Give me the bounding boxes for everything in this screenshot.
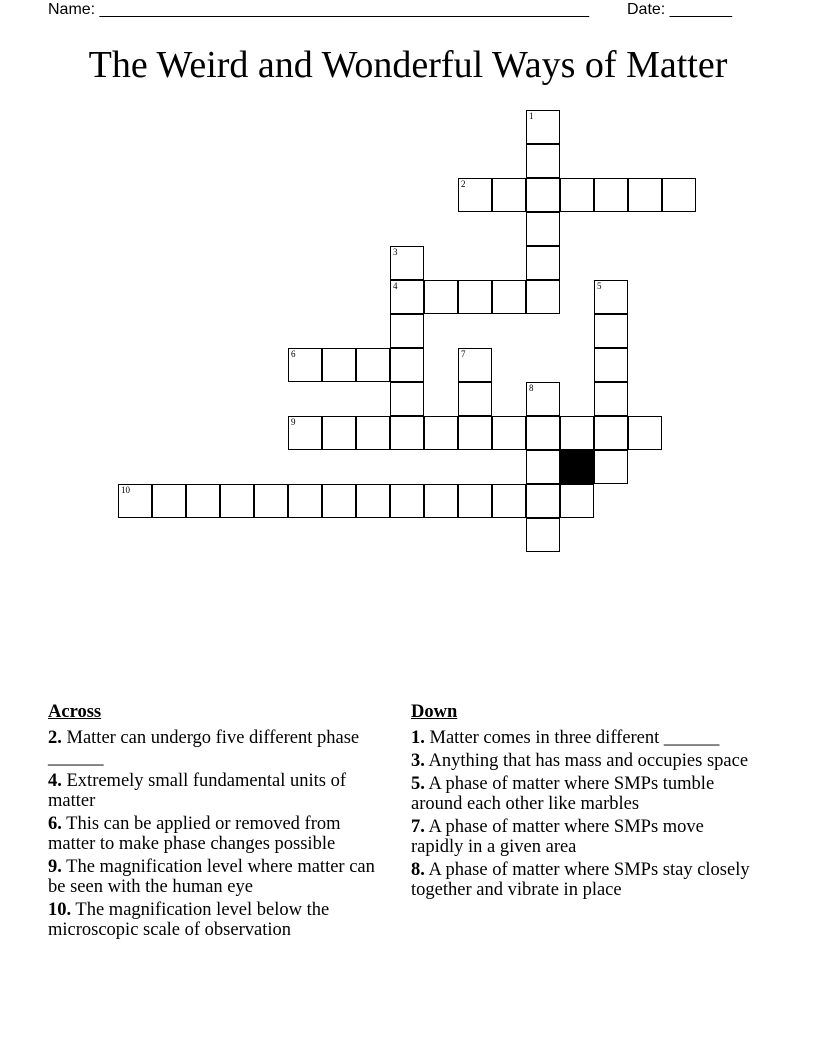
grid-cell[interactable]: [526, 246, 560, 280]
grid-cell[interactable]: [424, 484, 458, 518]
grid-cell[interactable]: [492, 416, 526, 450]
cell-number: 7: [461, 349, 466, 359]
grid-cell[interactable]: [152, 484, 186, 518]
grid-cell[interactable]: [458, 484, 492, 518]
grid-cell[interactable]: [560, 416, 594, 450]
grid-cell[interactable]: [594, 450, 628, 484]
grid-cell[interactable]: [390, 246, 424, 280]
cell-number: 6: [291, 349, 296, 359]
clue-text: A phase of matter where SMPs tumble around each other like marbles: [411, 774, 715, 814]
grid-cell[interactable]: [186, 484, 220, 518]
clue-down-8: [411, 860, 751, 900]
grid-cell[interactable]: [560, 178, 594, 212]
grid-cell[interactable]: [390, 348, 424, 382]
grid-cell[interactable]: [526, 212, 560, 246]
grid-cell[interactable]: [322, 348, 356, 382]
grid-cell[interactable]: [492, 280, 526, 314]
grid-cell[interactable]: [390, 416, 424, 450]
clue-down-7: [411, 817, 751, 857]
cell-number: 5: [597, 281, 602, 291]
clue-number: 4.: [48, 771, 62, 791]
grid-cell[interactable]: [628, 416, 662, 450]
grid-cell[interactable]: [594, 280, 628, 314]
clue-across-2: [48, 728, 388, 768]
clue-text: A phase of matter where SMPs stay closely together and vibrate in place: [411, 860, 750, 900]
clue-number: 3.: [411, 751, 425, 771]
clue-across-4: [48, 771, 388, 811]
cell-number: 4: [393, 281, 398, 291]
grid-cell[interactable]: [356, 348, 390, 382]
grid-cell[interactable]: [560, 484, 594, 518]
grid-cell[interactable]: [118, 484, 152, 518]
clue-text: A phase of matter where SMPs move rapidly in a given area: [411, 817, 704, 857]
grid-cell[interactable]: [526, 144, 560, 178]
blocked-cell: [560, 450, 594, 484]
grid-cell[interactable]: [594, 382, 628, 416]
date-field-label: Date: _______: [627, 1, 732, 18]
clue-text: This can be applied or removed from matter to make phase changes possible: [48, 814, 341, 854]
grid-cell[interactable]: [526, 450, 560, 484]
cell-number: 3: [393, 247, 398, 257]
cell-number: 10: [121, 485, 130, 495]
grid-cell[interactable]: [526, 518, 560, 552]
grid-cell[interactable]: [390, 484, 424, 518]
grid-cell[interactable]: [322, 484, 356, 518]
clue-number: 10.: [48, 900, 72, 920]
grid-cell[interactable]: [288, 484, 322, 518]
clue-down-1: [411, 728, 751, 748]
grid-cell[interactable]: [662, 178, 696, 212]
grid-cell[interactable]: [288, 348, 322, 382]
grid-cell[interactable]: [254, 484, 288, 518]
name-field-label: Name: _______________________________________________________: [48, 1, 589, 18]
grid-cell[interactable]: [594, 416, 628, 450]
grid-cell[interactable]: [492, 178, 526, 212]
grid-cell[interactable]: [356, 416, 390, 450]
clue-text: Matter comes in three different ______: [429, 728, 720, 748]
grid-cell[interactable]: [594, 178, 628, 212]
clue-across-6: [48, 814, 388, 854]
grid-cell[interactable]: [526, 416, 560, 450]
clue-across-9: [48, 857, 388, 897]
grid-cell[interactable]: [390, 314, 424, 348]
clue-text: Extremely small fundamental units of matter: [48, 771, 346, 811]
grid-cell[interactable]: [458, 348, 492, 382]
page-title: The Weird and Wonderful Ways of Matter: [88, 44, 728, 86]
clue-down-5: [411, 774, 751, 814]
grid-cell[interactable]: [220, 484, 254, 518]
grid-cell[interactable]: [492, 484, 526, 518]
clue-number: 7.: [411, 817, 425, 837]
grid-cell[interactable]: [390, 382, 424, 416]
grid-cell[interactable]: [424, 280, 458, 314]
grid-cell[interactable]: [526, 484, 560, 518]
grid-cell[interactable]: [356, 484, 390, 518]
cell-number: 9: [291, 417, 296, 427]
grid-cell[interactable]: [526, 280, 560, 314]
grid-cell[interactable]: [424, 416, 458, 450]
grid-cell[interactable]: [458, 416, 492, 450]
down-heading: Down: [411, 702, 458, 722]
grid-cell[interactable]: [594, 348, 628, 382]
across-clues: [48, 702, 388, 943]
grid-cell[interactable]: [458, 178, 492, 212]
grid-cell[interactable]: [526, 110, 560, 144]
clue-text: The magnification level below the microscopic scale of observation: [48, 900, 330, 940]
cell-number: 1: [529, 111, 534, 121]
grid-cell[interactable]: [458, 382, 492, 416]
clue-number: 2.: [48, 728, 62, 748]
clue-text: The magnification level where matter can be seen with the human eye: [48, 857, 375, 897]
grid-cell[interactable]: [288, 416, 322, 450]
clue-text: Matter can undergo five different phase ______: [48, 728, 360, 768]
clue-number: 1.: [411, 728, 425, 748]
grid-cell[interactable]: [322, 416, 356, 450]
cell-number: 2: [461, 179, 466, 189]
grid-cell[interactable]: [594, 314, 628, 348]
grid-cell[interactable]: [526, 382, 560, 416]
clue-text: Anything that has mass and occupies space: [428, 751, 749, 771]
grid-cell[interactable]: [390, 280, 424, 314]
across-heading: Across: [48, 702, 102, 722]
clue-down-3: [411, 751, 751, 771]
clue-across-10: [48, 900, 388, 940]
clue-number: 5.: [411, 774, 425, 794]
clue-number: 9.: [48, 857, 62, 877]
clue-number: 8.: [411, 860, 425, 880]
cell-number: 8: [529, 383, 534, 393]
grid-cell[interactable]: [628, 178, 662, 212]
grid-cell[interactable]: [458, 280, 492, 314]
grid-cell[interactable]: [526, 178, 560, 212]
clue-number: 6.: [48, 814, 62, 834]
down-clues: [411, 702, 751, 903]
